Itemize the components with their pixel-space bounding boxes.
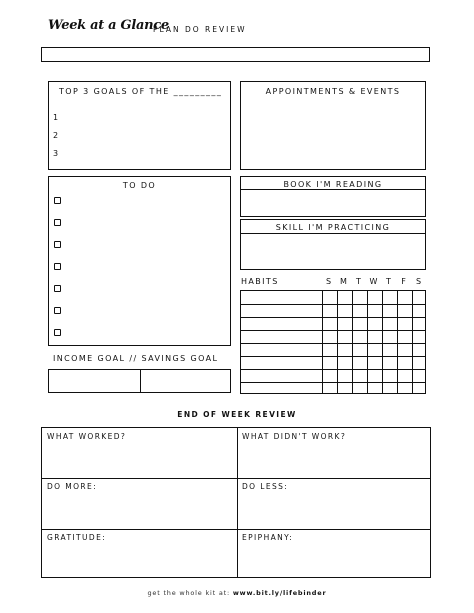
review-cell-label: WHAT DIDN'T WORK?: [242, 432, 347, 441]
goal-number-3: 3: [53, 149, 59, 158]
review-title: END OF WEEK REVIEW: [177, 410, 297, 419]
todo-box: [48, 176, 231, 346]
footer-link[interactable]: www.bit.ly/lifebinder: [232, 589, 327, 597]
habit-day-header: S: [415, 277, 422, 286]
todo-checkbox[interactable]: [54, 241, 61, 248]
review-row-divider: [42, 478, 430, 479]
todo-checkbox[interactable]: [54, 285, 61, 292]
review-cell-label: DO MORE:: [47, 482, 98, 492]
habit-col-line: [322, 291, 323, 393]
todo-checkbox[interactable]: [54, 329, 61, 336]
habit-col-line: [397, 291, 398, 393]
week-input-field[interactable]: [41, 47, 430, 62]
page-subtitle: PLAN DO REVIEW: [153, 25, 247, 34]
review-cell-label: DO LESS:: [242, 482, 289, 492]
skill-divider: [241, 233, 425, 234]
habit-col-line: [337, 291, 338, 393]
footer: [0, 589, 474, 597]
income-box: [48, 369, 231, 393]
habit-day-header: W: [369, 277, 378, 286]
todo-checkbox[interactable]: [54, 307, 61, 314]
habits-grid: [240, 290, 426, 394]
appointments-box: [240, 81, 426, 170]
todo-checkbox[interactable]: [54, 197, 61, 204]
page-title: Week at a Glance: [48, 18, 169, 33]
book-box: [240, 176, 426, 217]
income-divider: [140, 370, 141, 392]
goals-label: TOP 3 GOALS OF THE _________: [59, 87, 223, 96]
income-label: INCOME GOAL // SAVINGS GOAL: [53, 354, 219, 363]
skill-label: SKILL I'M PRACTICING: [275, 223, 391, 232]
review-cell-label: WHAT WORKED?: [47, 432, 127, 441]
review-cell-label: EPIPHANY:: [242, 532, 294, 542]
review-cell-label: GRATITUDE:: [47, 532, 107, 542]
habit-col-line: [382, 291, 383, 393]
todo-label: TO DO: [122, 181, 157, 190]
todo-checkbox[interactable]: [54, 263, 61, 270]
habit-day-header: F: [401, 277, 406, 286]
goals-box: [48, 81, 231, 170]
habit-col-line: [412, 291, 413, 393]
habit-col-line: [352, 291, 353, 393]
book-divider: [241, 189, 425, 190]
goal-number-1: 1: [53, 113, 59, 122]
habit-day-header: M: [340, 277, 347, 286]
habit-day-header: S: [325, 277, 332, 286]
habit-col-line: [367, 291, 368, 393]
goal-number-2: 2: [53, 131, 59, 140]
review-grid: [41, 427, 431, 578]
review-row-divider: [42, 529, 430, 530]
footer-text: get the whole kit at:: [147, 589, 230, 597]
habit-day-header: T: [356, 277, 361, 286]
todo-checkbox[interactable]: [54, 219, 61, 226]
habit-day-header: T: [386, 277, 391, 286]
book-label: BOOK I'M READING: [283, 180, 383, 189]
appointments-label: APPOINTMENTS & EVENTS: [265, 87, 401, 96]
habits-label: HABITS: [241, 277, 279, 286]
review-col-divider: [237, 428, 238, 577]
skill-box: [240, 219, 426, 270]
